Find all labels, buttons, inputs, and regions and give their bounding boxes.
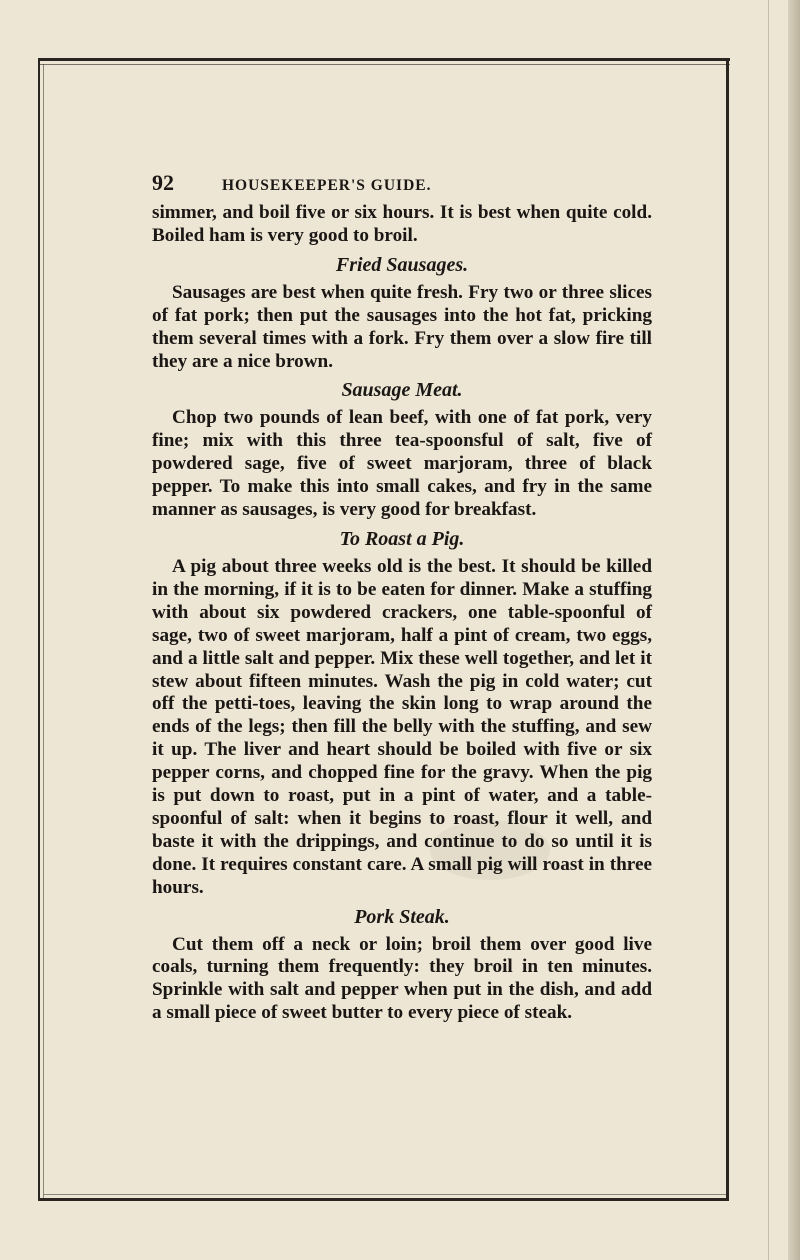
running-head: HOUSEKEEPER'S GUIDE. (222, 177, 432, 194)
continued-paragraph: simmer, and boil five or six hours. It is best when quite cold. Boiled ham is very good to broil. (152, 202, 652, 246)
frame-bottom-rule (38, 1198, 729, 1201)
frame-top-rule (40, 58, 730, 61)
frame-left-rule (38, 58, 40, 1201)
paragraph-sausage-meat: Chop two pounds of lean beef, with one of fat pork, very fine; mix with this three tea-spoonsful of salt, five of powdered sage, five of sweet marjoram, three of black pepper. To make this into small cakes, and fry in the same manner as sausages, is very good for breakfast. (152, 407, 652, 521)
page-header (152, 170, 652, 196)
frame-left-rule-inner (43, 64, 44, 1198)
section-heading-roast-pig: To Roast a Pig. (339, 527, 465, 550)
frame-bottom-rule-inner (44, 1194, 726, 1195)
page-number: 92 (152, 170, 174, 195)
section-heading-fried-sausages: Fried Sausages. (335, 253, 469, 276)
page-content (152, 170, 652, 1025)
page-edge-line (768, 0, 769, 1260)
section-heading-pork-steak: Pork Steak. (354, 905, 450, 928)
section-heading-sausage-meat: Sausage Meat. (341, 379, 463, 402)
frame-right-rule (726, 58, 729, 1201)
page-edge-shadow (788, 0, 800, 1260)
paragraph-fried-sausages: Sausages are best when quite fresh. Fry two or three slices of fat pork; then put the sausages into the hot fat, pricking them several times with a fork. Fry them over a slow fire till they are a nice brown. (152, 281, 652, 372)
paragraph-pork-steak: Cut them off a neck or loin; broil them over good live coals, turning them frequently: they broil in ten minutes. Sprinkle with salt and pepper when put in the dish, and add a small piece of sweet butter to every piece of steak. (152, 933, 652, 1024)
paragraph-roast-pig: A pig about three weeks old is the best. It should be killed in the morning, if it is to be eaten for dinner. Make a stuffing with about six powdered crackers, one table-spoonful of sage, two of sweet marjoram, half a pint of cream, two eggs, and a little salt and pepper. Mix these well together, and let it stew about fifteen minutes. Wash the pig in cold water; cut off the petti-toes, leaving the skin long to wrap around the ends of the legs; then fill the belly with the stuffing, and sew it up. The liver and heart should be boiled with five or six pepper corns, and chopped fine for the gravy. When the pig is put down to roast, put in a pint of water, and a table-spoonful of salt: when it begins to roast, flour it well, and baste it with the drippings, and continue to do so until it is done. It requires constant care. A small pig will roast in three hours. (152, 555, 652, 898)
frame-top-rule-inner (40, 64, 730, 65)
